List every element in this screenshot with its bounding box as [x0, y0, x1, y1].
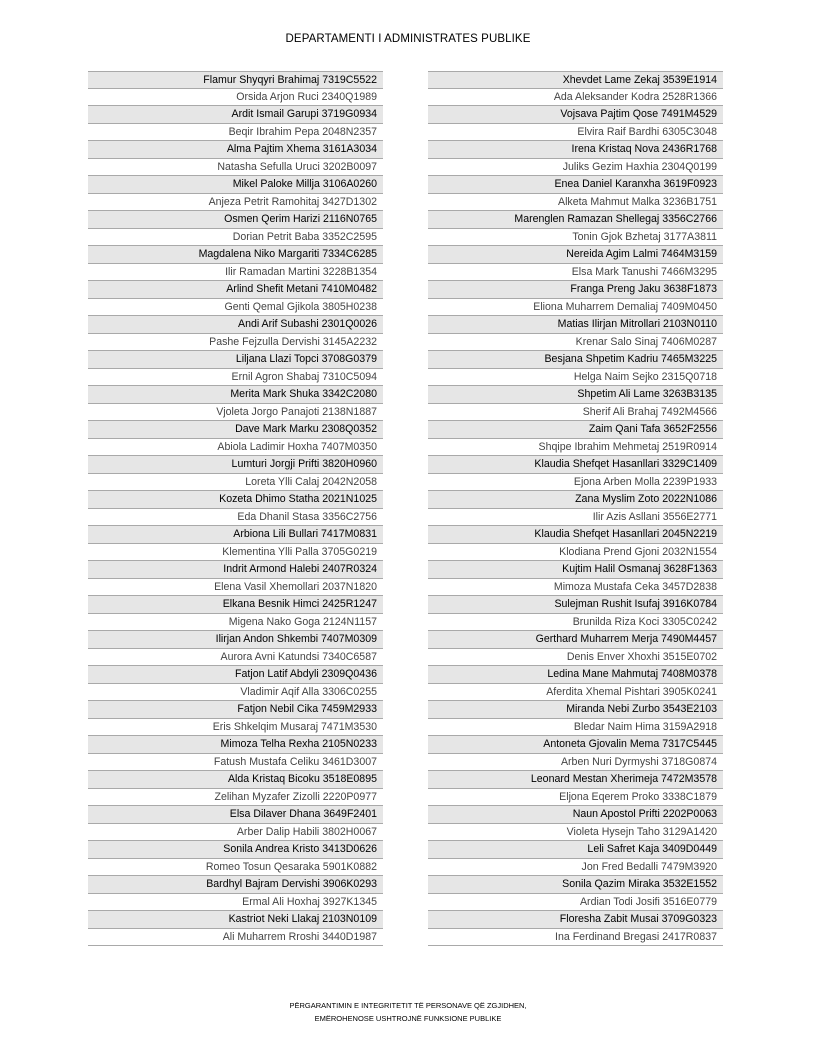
list-item: Vojsava Pajtim Qose 7491M4529	[428, 106, 723, 124]
list-item: Klementina Ylli Palla 3705G0219	[88, 544, 383, 562]
list-item: Ardit Ismail Garupi 3719G0934	[88, 106, 383, 124]
list-item: Enea Daniel Karanxha 3619F0923	[428, 176, 723, 194]
list-item: Dorian Petrit Baba 3352C2595	[88, 229, 383, 247]
list-item: Miranda Nebi Zurbo 3543E2103	[428, 701, 723, 719]
list-item: Aurora Avni Katundsi 7340C6587	[88, 649, 383, 667]
list-item: Besjana Shpetim Kadriu 7465M3225	[428, 351, 723, 369]
list-item: Zelihan Myzafer Zizolli 2220P0977	[88, 789, 383, 807]
list-item: Ilir Azis Asllani 3556E2771	[428, 509, 723, 527]
list-item: Antoneta Gjovalin Mema 7317C5445	[428, 736, 723, 754]
list-item: Elvira Raif Bardhi 6305C3048	[428, 124, 723, 142]
list-item: Eris Shkelqim Musaraj 7471M3530	[88, 719, 383, 737]
list-item: Arbiona Lili Bullari 7417M0831	[88, 526, 383, 544]
list-item: Klaudia Shefqet Hasanllari 2045N2219	[428, 526, 723, 544]
list-item: Elsa Mark Tanushi 7466M3295	[428, 264, 723, 282]
list-item: Arben Nuri Dyrmyshi 3718G0874	[428, 754, 723, 772]
list-item: Ilirjan Andon Shkembi 7407M0309	[88, 631, 383, 649]
list-item: Naun Apostol Prifti 2202P0063	[428, 806, 723, 824]
left-name-list	[88, 71, 383, 946]
list-item: Sonila Andrea Kristo 3413D0626	[88, 841, 383, 859]
list-item: Helga Naim Sejko 2315Q0718	[428, 369, 723, 387]
list-item: Elsa Dilaver Dhana 3649F2401	[88, 806, 383, 824]
list-item: Zana Myslim Zoto 2022N1086	[428, 491, 723, 509]
list-item: Sherif Ali Brahaj 7492M4566	[428, 404, 723, 422]
list-item: Mimoza Mustafa Ceka 3457D2838	[428, 579, 723, 597]
list-item: Leonard Mestan Xherimeja 7472M3578	[428, 771, 723, 789]
list-item: Eliona Muharrem Demaliaj 7409M0450	[428, 299, 723, 317]
list-item: Shqipe Ibrahim Mehmetaj 2519R0914	[428, 439, 723, 457]
footer-line-1: PËRGARANTIMIN E INTEGRITETIT TË PERSONAVE QË ZGJIDHEN,	[289, 1001, 527, 1010]
list-item: Bledar Naim Hima 3159A2918	[428, 719, 723, 737]
list-item: Violeta Hysejn Taho 3129A1420	[428, 824, 723, 842]
list-item: Liljana Llazi Topci 3708G0379	[88, 351, 383, 369]
list-item: Ina Ferdinand Bregasi 2417R0837	[428, 929, 723, 947]
list-item: Xhevdet Lame Zekaj 3539E1914	[428, 71, 723, 89]
list-item: Bardhyl Bajram Dervishi 3906K0293	[88, 876, 383, 894]
list-item: Ermal Ali Hoxhaj 3927K1345	[88, 894, 383, 912]
list-item: Ardian Todi Josifi 3516E0779	[428, 894, 723, 912]
list-item: Mimoza Telha Rexha 2105N0233	[88, 736, 383, 754]
list-item: Osmen Qerim Harizi 2116N0765	[88, 211, 383, 229]
list-item: Pashe Fejzulla Dervishi 3145A2232	[88, 334, 383, 352]
list-item: Jon Fred Bedalli 7479M3920	[428, 859, 723, 877]
list-item: Marenglen Ramazan Shellegaj 3356C2766	[428, 211, 723, 229]
list-item: Ada Aleksander Kodra 2528R1366	[428, 89, 723, 107]
list-item: Flamur Shyqyri Brahimaj 7319C5522	[88, 71, 383, 89]
list-item: Merita Mark Shuka 3342C2080	[88, 386, 383, 404]
right-name-list	[428, 71, 723, 946]
list-item: Matias Ilirjan Mitrollari 2103N0110	[428, 316, 723, 334]
list-item: Mikel Paloke Millja 3106A0260	[88, 176, 383, 194]
list-item: Migena Nako Goga 2124N1157	[88, 614, 383, 632]
list-item: Arber Dalip Habili 3802H0067	[88, 824, 383, 842]
footer-line-2: EMËROHENOSE USHTROJNË FUNKSIONE PUBLIKE	[314, 1014, 502, 1023]
list-item: Gerthard Muharrem Merja 7490M4457	[428, 631, 723, 649]
list-item: Ali Muharrem Rroshi 3440D1987	[88, 929, 383, 947]
list-item: Floresha Zabit Musai 3709G0323	[428, 911, 723, 929]
list-item: Ilir Ramadan Martini 3228B1354	[88, 264, 383, 282]
list-item: Krenar Salo Sinaj 7406M0287	[428, 334, 723, 352]
list-item: Nereida Agim Lalmi 7464M3159	[428, 246, 723, 264]
list-item: Alda Kristaq Bicoku 3518E0895	[88, 771, 383, 789]
page-title: DEPARTAMENTI I ADMINISTRATES PUBLIKE	[285, 33, 531, 45]
list-item: Vladimir Aqif Alla 3306C0255	[88, 684, 383, 702]
list-item: Zaim Qani Tafa 3652F2556	[428, 421, 723, 439]
list-item: Arlind Shefit Metani 7410M0482	[88, 281, 383, 299]
list-item: Genti Qemal Gjikola 3805H0238	[88, 299, 383, 317]
list-item: Natasha Sefulla Uruci 3202B0097	[88, 159, 383, 177]
list-item: Kujtim Halil Osmanaj 3628F1363	[428, 561, 723, 579]
list-item: Klaudia Shefqet Hasanllari 3329C1409	[428, 456, 723, 474]
list-item: Romeo Tosun Qesaraka 5901K0882	[88, 859, 383, 877]
list-item: Beqir Ibrahim Pepa 2048N2357	[88, 124, 383, 142]
list-item: Kozeta Dhimo Statha 2021N1025	[88, 491, 383, 509]
list-item: Abiola Ladimir Hoxha 7407M0350	[88, 439, 383, 457]
list-item: Eda Dhanil Stasa 3356C2756	[88, 509, 383, 527]
list-item: Fatjon Nebil Cika 7459M2933	[88, 701, 383, 719]
list-item: Dave Mark Marku 2308Q0352	[88, 421, 383, 439]
list-item: Eljona Eqerem Proko 3338C1879	[428, 789, 723, 807]
list-item: Denis Enver Xhoxhi 3515E0702	[428, 649, 723, 667]
list-item: Alma Pajtim Xhema 3161A3034	[88, 141, 383, 159]
list-item: Franga Preng Jaku 3638F1873	[428, 281, 723, 299]
list-item: Ernil Agron Shabaj 7310C5094	[88, 369, 383, 387]
list-item: Fatjon Latif Abdyli 2309Q0436	[88, 666, 383, 684]
list-item: Ledina Mane Mahmutaj 7408M0378	[428, 666, 723, 684]
list-item: Alketa Mahmut Malka 3236B1751	[428, 194, 723, 212]
list-item: Brunilda Riza Koci 3305C0242	[428, 614, 723, 632]
list-item: Fatush Mustafa Celiku 3461D3007	[88, 754, 383, 772]
list-item: Ejona Arben Molla 2239P1933	[428, 474, 723, 492]
list-item: Indrit Armond Halebi 2407R0324	[88, 561, 383, 579]
list-item: Tonin Gjok Bzhetaj 3177A3811	[428, 229, 723, 247]
list-item: Loreta Ylli Calaj 2042N2058	[88, 474, 383, 492]
list-item: Shpetim Ali Lame 3263B3135	[428, 386, 723, 404]
list-item: Anjeza Petrit Ramohitaj 3427D1302	[88, 194, 383, 212]
list-item: Sulejman Rushit Isufaj 3916K0784	[428, 596, 723, 614]
footer	[0, 999, 816, 1025]
list-item: Irena Kristaq Nova 2436R1768	[428, 141, 723, 159]
list-item: Sonila Qazim Miraka 3532E1552	[428, 876, 723, 894]
list-item: Orsida Arjon Ruci 2340Q1989	[88, 89, 383, 107]
list-item: Andi Arif Subashi 2301Q0026	[88, 316, 383, 334]
list-item: Lumturi Jorgji Prifti 3820H0960	[88, 456, 383, 474]
list-item: Juliks Gezim Haxhia 2304Q0199	[428, 159, 723, 177]
list-item: Elkana Besnik Himci 2425R1247	[88, 596, 383, 614]
list-item: Magdalena Niko Margariti 7334C6285	[88, 246, 383, 264]
list-item: Klodiana Prend Gjoni 2032N1554	[428, 544, 723, 562]
list-item: Leli Safret Kaja 3409D0449	[428, 841, 723, 859]
list-item: Vjoleta Jorgo Panajoti 2138N1887	[88, 404, 383, 422]
list-item: Elena Vasil Xhemollari 2037N1820	[88, 579, 383, 597]
list-item: Aferdita Xhemal Pishtari 3905K0241	[428, 684, 723, 702]
list-item: Kastriot Neki Llakaj 2103N0109	[88, 911, 383, 929]
